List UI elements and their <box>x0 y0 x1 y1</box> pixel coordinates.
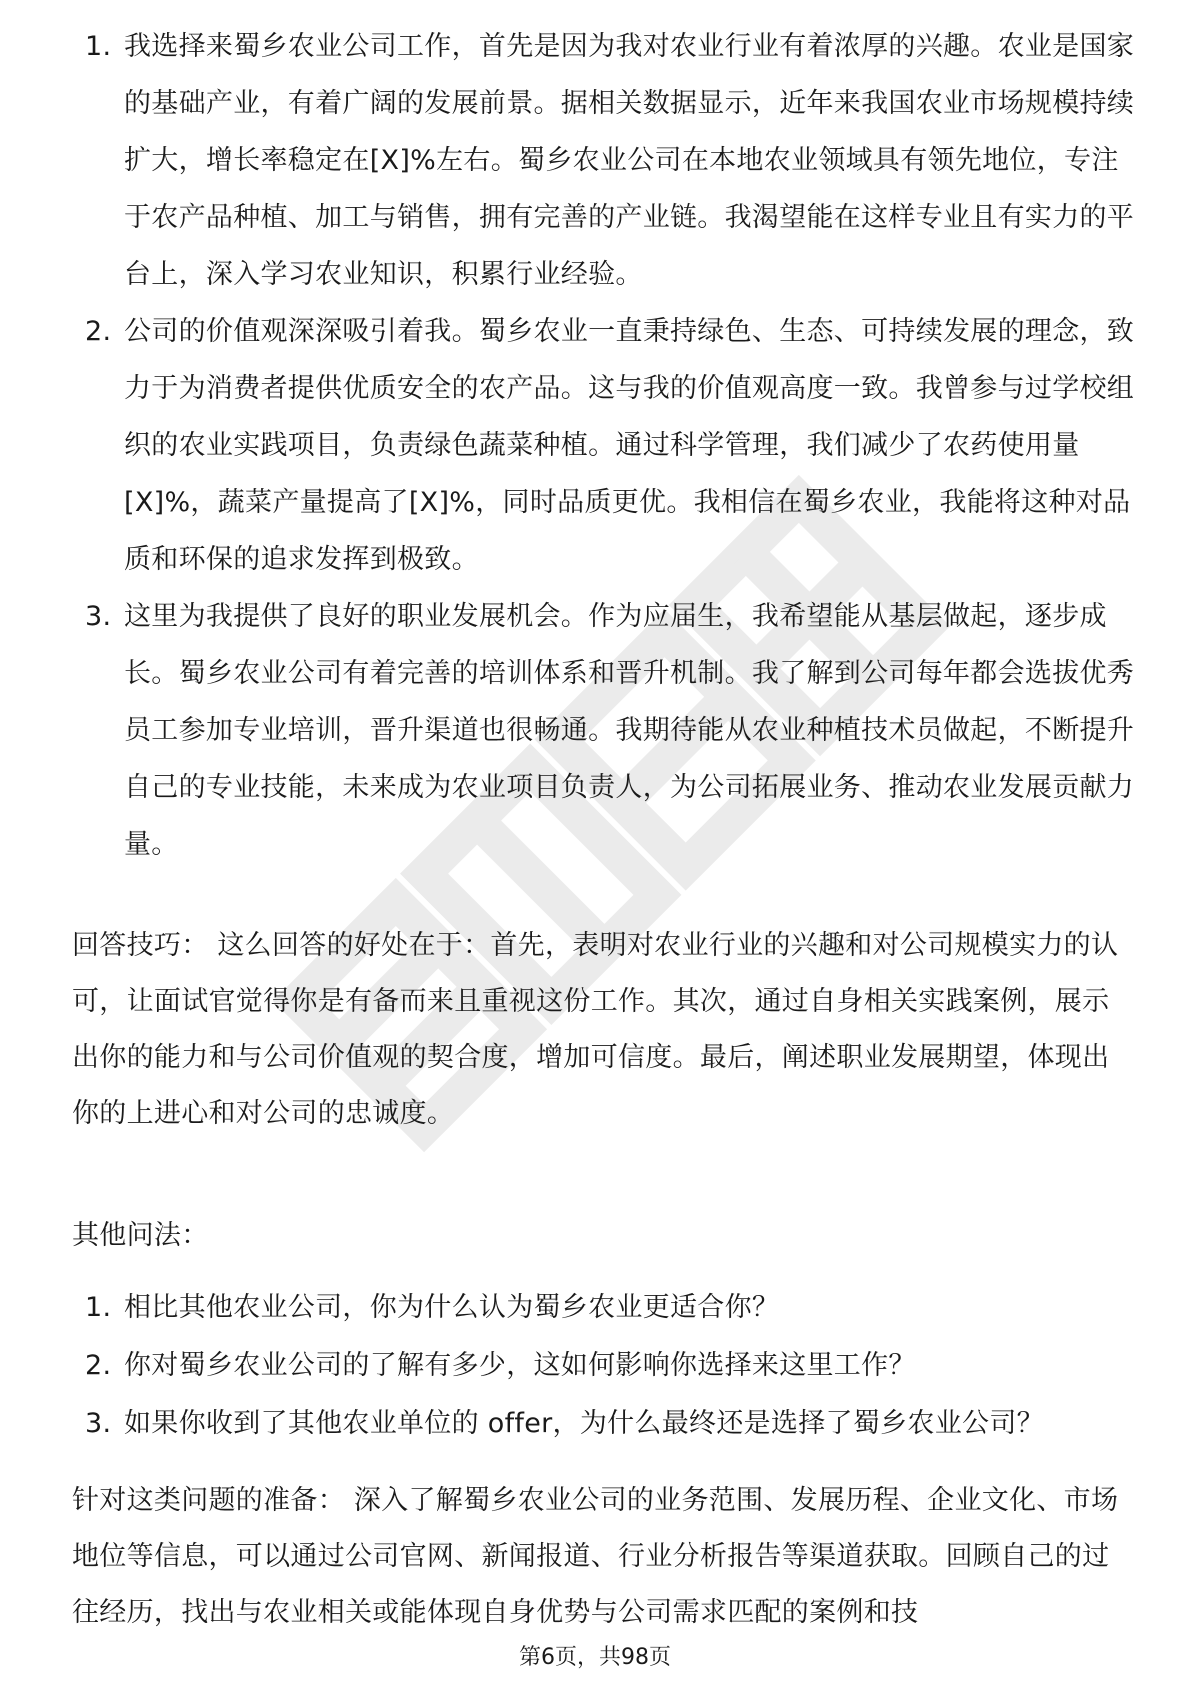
list-item-text: 公司的价值观深深吸引着我。蜀乡农业一直秉持绿色、生态、可持续发展的理念，致力于为消费者提供优质安全的农产品。这与我的价值观高度一致。我曾参与过学校组织的农业实践项目，负责绿色蔬菜种植。通过科学管理，我们减少了农药使用量[X]%，蔬菜产量提高了[X]%，同时品质更优。我相信在蜀乡农业，我能将这种对品质和环保的追求发挥到极致。 <box>124 316 1135 575</box>
list-item-text: 如果你收到了其他农业单位的 offer，为什么最终还是选择了蜀乡农业公司？ <box>124 1408 1044 1439</box>
list-item <box>0 1395 1136 1453</box>
list-number: 2. <box>85 316 112 347</box>
list-item <box>0 588 1136 873</box>
list-item <box>0 18 1136 303</box>
list-item-text: 相比其他农业公司，你为什么认为蜀乡农业更适合你？ <box>124 1292 780 1323</box>
list-item <box>0 1337 1136 1395</box>
list-number: 1. <box>85 1292 112 1323</box>
list-number: 2. <box>85 1350 112 1381</box>
list-number: 1. <box>85 31 112 62</box>
list-item <box>0 303 1136 588</box>
answer-tips-paragraph: 回答技巧： 这么回答的好处在于：首先，表明对农业行业的兴趣和对公司规模实力的认可，让面试官觉得你是有备而来且重视这份工作。其次，通过自身相关实践案例，展示出你的能力和与公司价值观的契合度，增加可信度。最后，阐述职业发展期望，体现出你的上进心和对公司的忠诚度。 <box>72 930 1119 1129</box>
other-questions-heading: 其他问法： <box>72 1220 209 1251</box>
list-item-text: 这里为我提供了良好的职业发展机会。作为应届生，我希望能从基层做起，逐步成长。蜀乡农业公司有着完善的培训体系和晋升机制。我了解到公司每年都会选拔优秀员工参加专业培训，晋升渠道也很畅通。我期待能从农业种植技术员做起，不断提升自己的专业技能，未来成为农业项目负责人，为公司拓展业务、推动农业发展贡献力量。 <box>124 601 1135 860</box>
other-questions-list <box>0 1279 1136 1453</box>
answer-list <box>0 18 1136 873</box>
page-number-footer: 第6页，共98页 <box>519 1645 671 1670</box>
list-item-text: 我选择来蜀乡农业公司工作，首先是因为我对农业行业有着浓厚的兴趣。农业是国家的基础产业，有着广阔的发展前景。据相关数据显示，近年来我国农业市场规模持续扩大，增长率稳定在[X]%左右。蜀乡农业公司在本地农业领域具有领先地位，专注于农产品种植、加工与销售，拥有完善的产业链。我渴望能在这样专业且有实力的平台上，深入学习农业知识，积累行业经验。 <box>124 31 1135 290</box>
list-number: 3. <box>85 1408 112 1439</box>
list-item <box>0 1279 1136 1337</box>
list-item-text: 你对蜀乡农业公司的了解有多少，这如何影响你选择来这里工作？ <box>124 1350 916 1381</box>
list-number: 3. <box>85 601 112 632</box>
preparation-paragraph: 针对这类问题的准备： 深入了解蜀乡农业公司的业务范围、发展历程、企业文化、市场地位等信息，可以通过公司官网、新闻报道、行业分析报告等渠道获取。回顾自己的过往经历，找出与农业相关或能体现自身优势与公司需求匹配的案例和技 <box>72 1485 1119 1628</box>
